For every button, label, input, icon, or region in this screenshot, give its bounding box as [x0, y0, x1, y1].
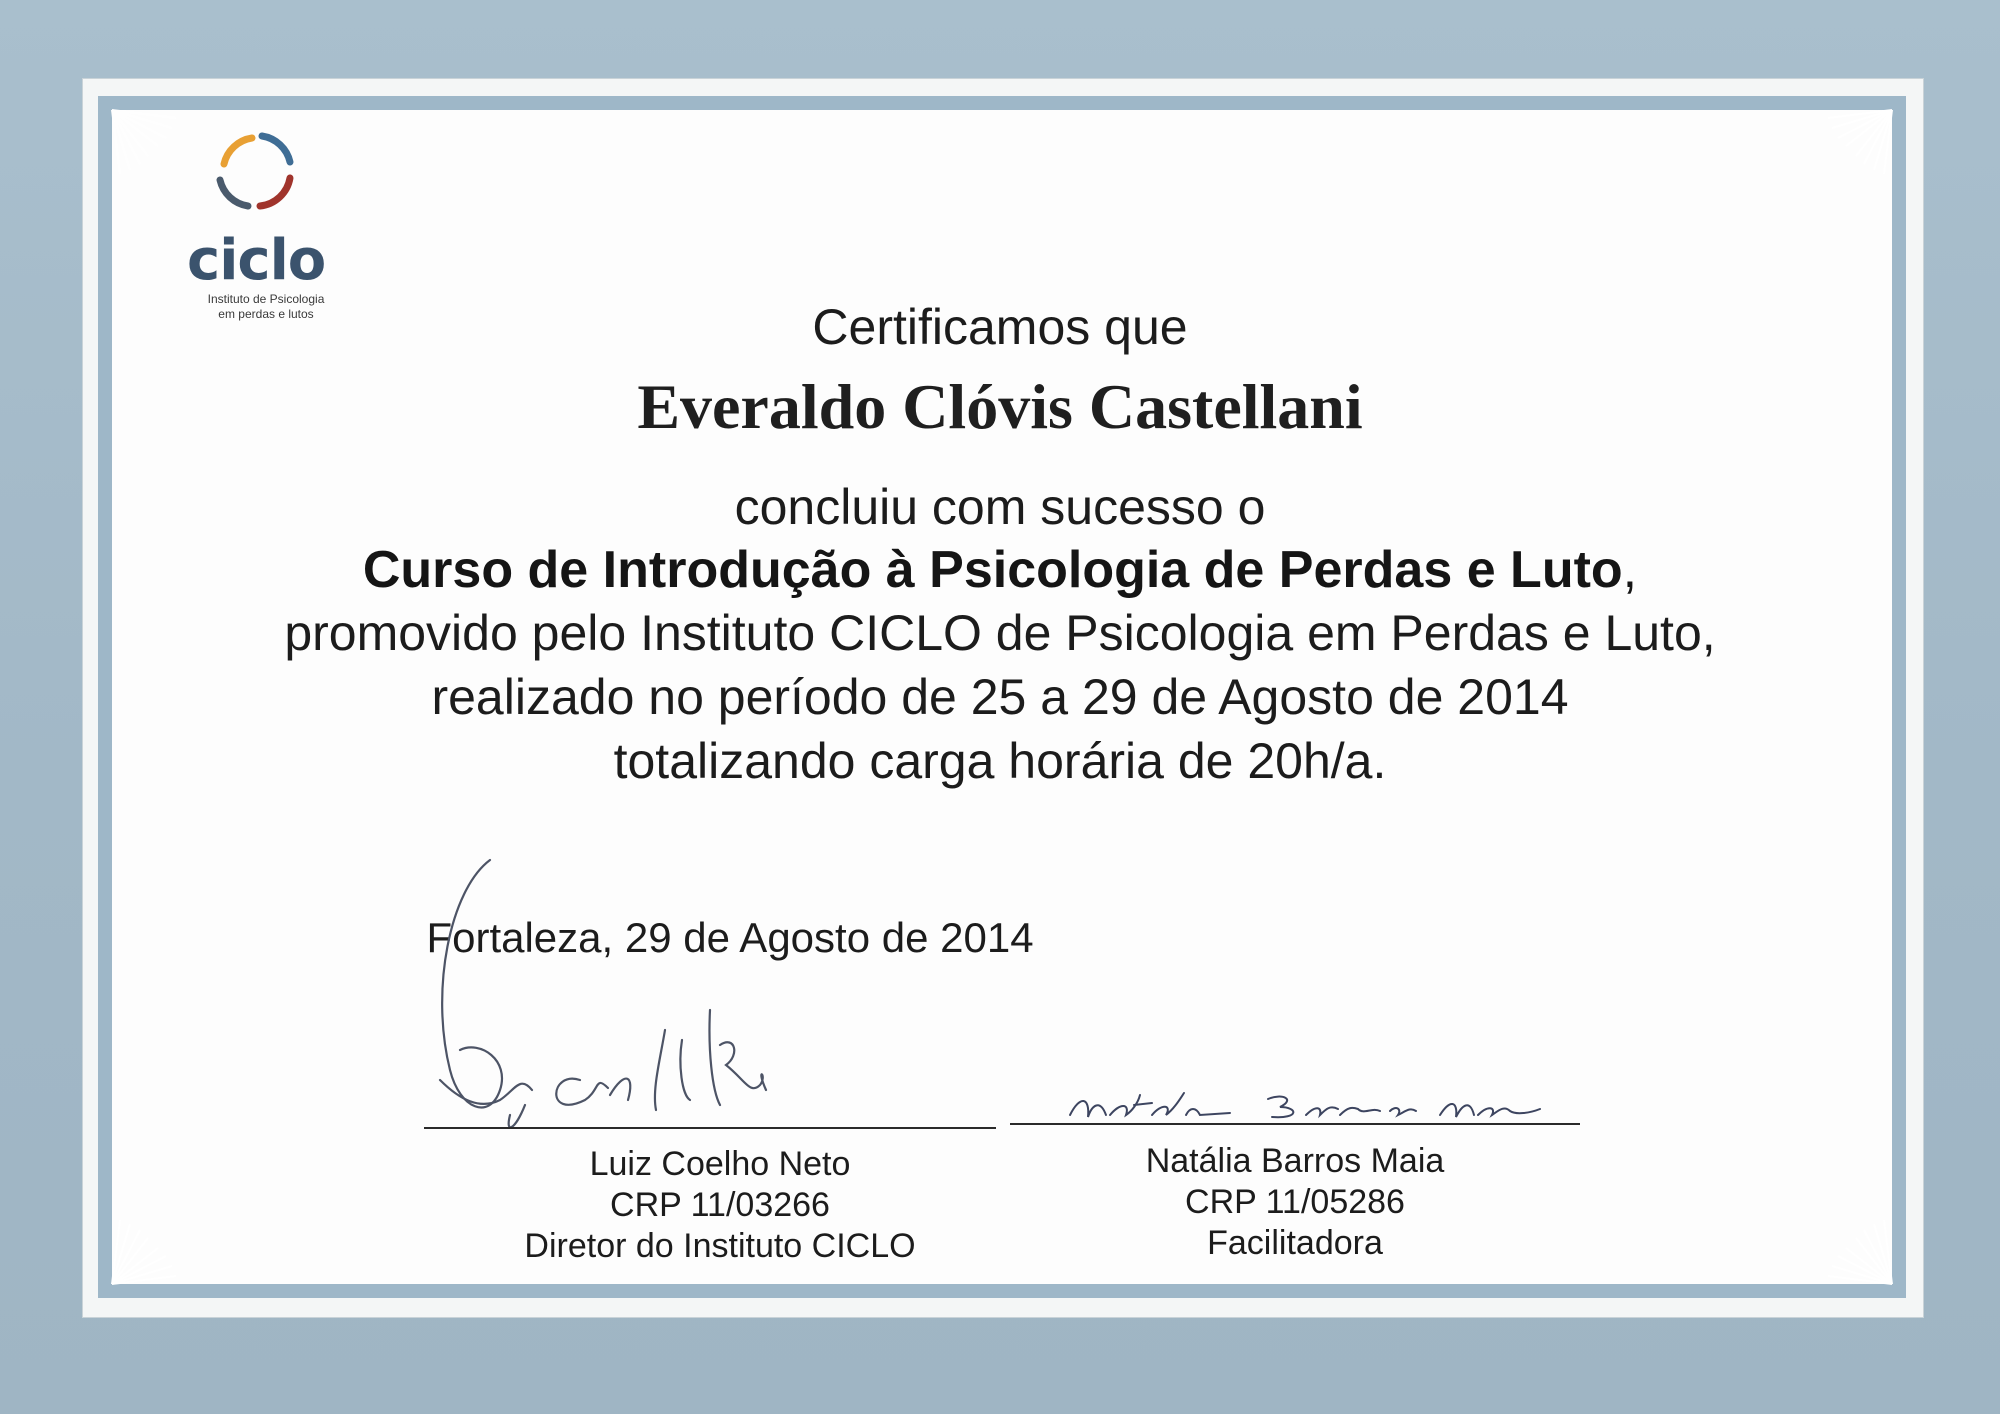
signature-natalia-barros-maia [1060, 1085, 1580, 1145]
certificate-intro: Certificamos que [812, 299, 1188, 355]
signatory-registration: CRP 11/03266 [610, 1186, 830, 1224]
signatory-director [460, 1144, 980, 1267]
corner-ornament-bottom-left [106, 1200, 196, 1290]
course-title-line [0, 540, 2000, 600]
signature-line-director [424, 1127, 996, 1129]
signatory-registration: CRP 11/05286 [1185, 1183, 1405, 1221]
course-title: Curso de Introdução à Psicologia de Perdas e Luto [362, 541, 1623, 599]
corner-ornament-bottom-right [1808, 1200, 1898, 1290]
place-and-date: Fortaleza, 29 de Agosto de 2014 [426, 914, 1034, 961]
signatory-role: Facilitadora [1207, 1224, 1383, 1262]
signatory-name: Luiz Coelho Neto [589, 1145, 851, 1183]
signature-line-facilitator [1010, 1123, 1580, 1125]
logo-subtitle-line-1: Instituto de Psicologia [207, 292, 325, 306]
logo-wordmark: ciclo [187, 228, 326, 293]
ciclo-ring-icon [200, 120, 310, 230]
signatory-facilitator [1035, 1141, 1555, 1264]
promoter-statement: promovido pelo Instituto CICLO de Psicologia em Perdas e Luto, [284, 605, 1716, 661]
course-hours: totalizando carga horária de 20h/a. [613, 733, 1387, 789]
completion-statement: concluiu com sucesso o [734, 479, 1266, 535]
logo-subtitle-line-2: em perdas e lutos [218, 307, 314, 321]
course-period: realizado no período de 25 a 29 de Agosto de 2014 [431, 669, 1569, 725]
corner-ornament-top-right [1808, 104, 1898, 194]
course-title-punctuation: , [1622, 541, 1638, 599]
signatory-name: Natália Barros Maia [1145, 1142, 1445, 1180]
signature-luiz-coelho-neto [420, 850, 900, 1140]
signatory-role: Diretor do Instituto CICLO [524, 1227, 916, 1265]
recipient-name: Everaldo Clóvis Castellani [637, 371, 1363, 442]
